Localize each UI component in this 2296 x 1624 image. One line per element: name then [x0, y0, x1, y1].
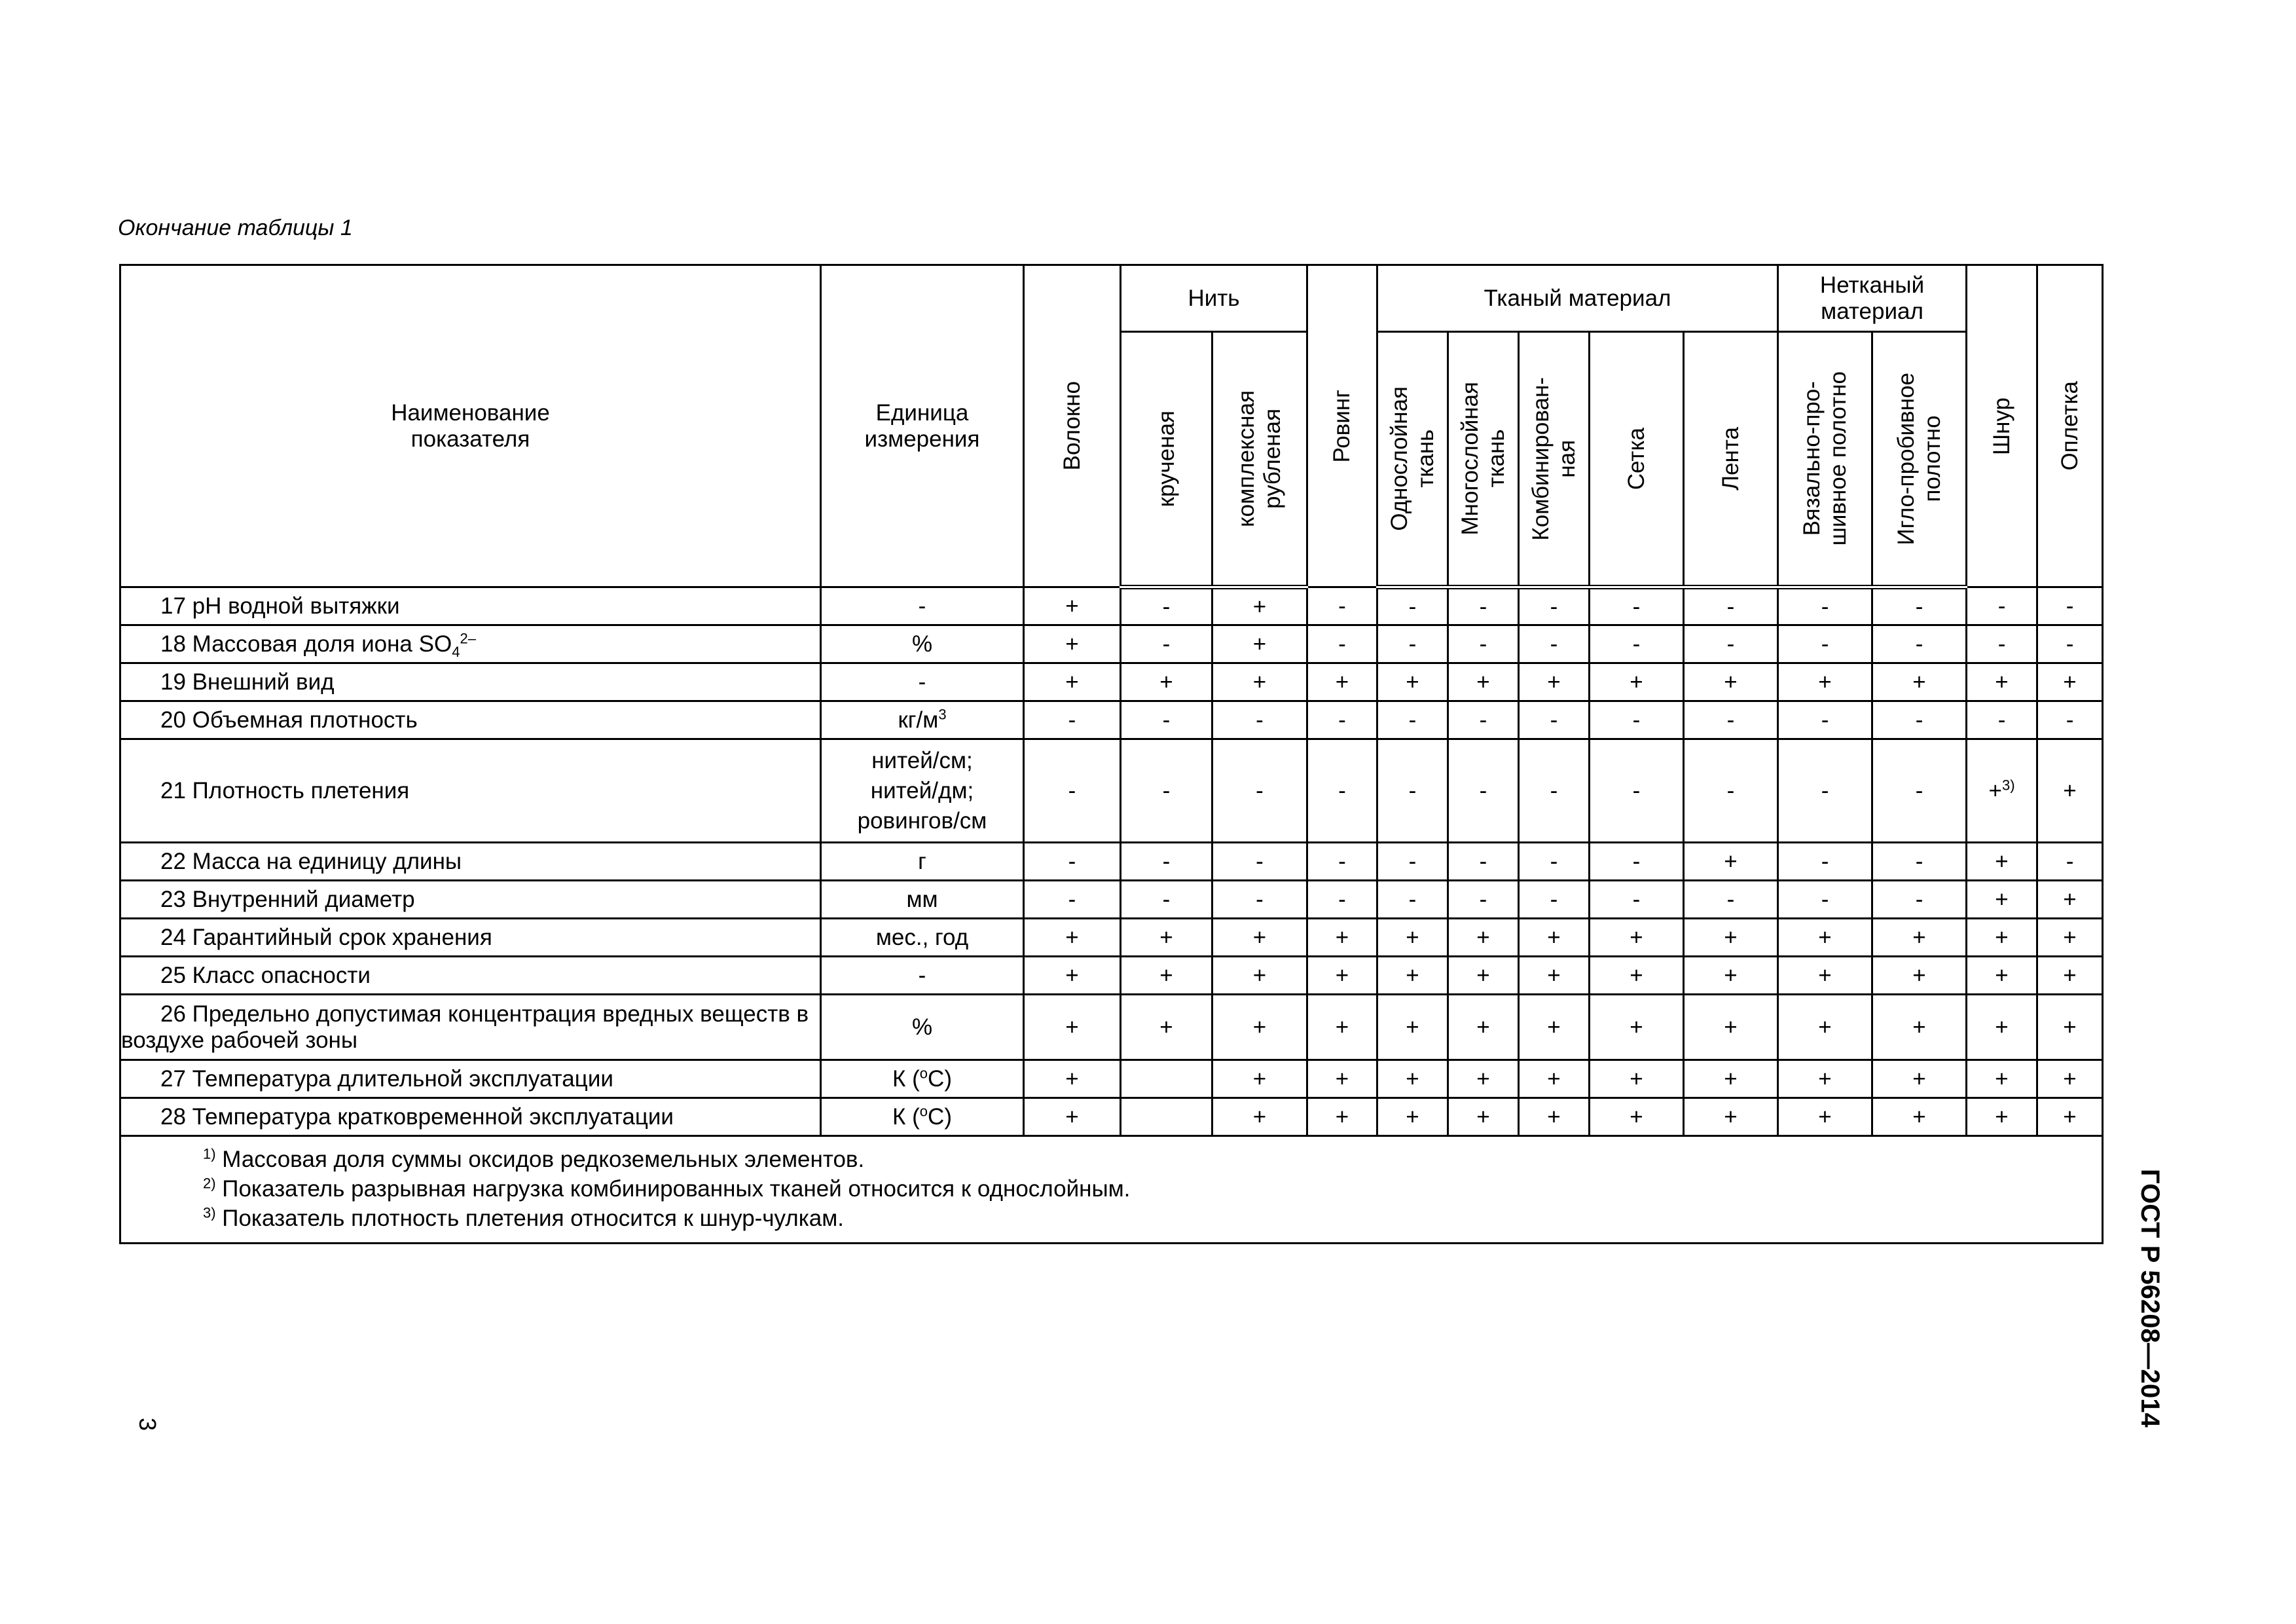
table-caption: Окончание таблицы 1	[118, 215, 353, 240]
applicability-cell: +	[1377, 1060, 1448, 1098]
applicability-cell: -	[1872, 625, 1967, 663]
applicability-cell: +	[1024, 957, 1121, 995]
header-nit-kompleksnaya: комплексная рубленая	[1212, 332, 1307, 587]
applicability-cell: +	[1377, 957, 1448, 995]
applicability-cell: +	[1307, 1098, 1377, 1136]
applicability-cell: +	[1121, 919, 1212, 957]
applicability-cell: +	[1377, 919, 1448, 957]
indicator-unit: мес., год	[821, 919, 1024, 957]
applicability-cell: +	[1307, 995, 1377, 1060]
applicability-cell: +	[1872, 663, 1967, 701]
indicator-name: 21 Плотность плетения	[120, 739, 821, 843]
applicability-cell: -	[1448, 739, 1519, 843]
applicability-cell: +	[1307, 663, 1377, 701]
footnote: $^{2)}$ Показатель разрывная нагрузка комбинированных тканей относится к однослойным.	[203, 1175, 1131, 1202]
indicator-name: 19 Внешний вид	[120, 663, 821, 701]
unit-line: нитей/см;	[871, 747, 973, 773]
applicability-cell: +	[2037, 1098, 2103, 1136]
applicability-cell: +	[1590, 1098, 1684, 1136]
applicability-cell: +	[1121, 663, 1212, 701]
applicability-cell: +	[1590, 995, 1684, 1060]
applicability-cell: -	[1377, 843, 1448, 881]
indicator-unit: -	[821, 587, 1024, 625]
indicator-name: 24 Гарантийный срок хранения	[120, 919, 821, 957]
applicability-cell: -	[1967, 625, 2037, 663]
applicability-cell: +	[1448, 1098, 1519, 1136]
applicability-cell: +	[1212, 1060, 1307, 1098]
applicability-cell: +	[1519, 663, 1590, 701]
applicability-cell: +	[1967, 881, 2037, 919]
table-row	[120, 1098, 2103, 1136]
applicability-cell: -	[1024, 701, 1121, 739]
applicability-cell: -	[1307, 587, 1377, 625]
applicability-cell: +	[1212, 957, 1307, 995]
applicability-cell: -	[1684, 625, 1778, 663]
applicability-cell: -	[1448, 625, 1519, 663]
applicability-cell: +	[1684, 919, 1778, 957]
unit-line: нитей/дм;	[870, 777, 974, 803]
page-number: 3	[134, 1418, 161, 1431]
table-row	[120, 881, 2103, 919]
applicability-cell: +	[1590, 919, 1684, 957]
applicability-cell: -	[1872, 701, 1967, 739]
applicability-cell: -	[1967, 587, 2037, 625]
applicability-cell	[1121, 1098, 1212, 1136]
applicability-cell: -	[1121, 881, 1212, 919]
footnotes	[120, 1136, 2103, 1244]
applicability-cell: -	[1967, 701, 2037, 739]
applicability-cell: +	[1590, 957, 1684, 995]
applicability-cell: -	[2037, 587, 2103, 625]
applicability-cell: -	[1872, 881, 1967, 919]
applicability-cell: +	[2037, 1060, 2103, 1098]
header-tkan-setka: Сетка	[1590, 332, 1684, 587]
applicability-cell: +	[1212, 587, 1307, 625]
indicator-name: 17 pH водной вытяжки	[120, 587, 821, 625]
table-row	[120, 625, 2103, 663]
indicators-table	[119, 264, 2104, 1244]
applicability-cell	[1121, 1060, 1212, 1098]
applicability-cell: -	[1519, 739, 1590, 843]
header-netkan-group: Нетканый материал	[1778, 265, 1967, 332]
applicability-cell: -	[1590, 625, 1684, 663]
indicator-name: 22 Масса на единицу длины	[120, 843, 821, 881]
applicability-cell: -	[1024, 881, 1121, 919]
applicability-cell: +	[1778, 919, 1872, 957]
applicability-cell: -	[1778, 701, 1872, 739]
table-row	[120, 843, 2103, 881]
applicability-cell: -	[1121, 843, 1212, 881]
applicability-cell: +	[2037, 881, 2103, 919]
applicability-cell: +	[1967, 843, 2037, 881]
indicator-name: 23 Внутренний диаметр	[120, 881, 821, 919]
applicability-cell: -	[1307, 881, 1377, 919]
applicability-cell: +	[1212, 663, 1307, 701]
applicability-cell: +	[1967, 1098, 2037, 1136]
applicability-cell: -	[1121, 587, 1212, 625]
applicability-cell: -	[1778, 843, 1872, 881]
applicability-cell: -	[2037, 625, 2103, 663]
standard-designation: ГОСТ Р 56208—2014	[2136, 1169, 2164, 1428]
applicability-cell: -	[1024, 739, 1121, 843]
table-row	[120, 739, 2103, 843]
applicability-cell: +	[1307, 957, 1377, 995]
applicability-cell: -	[1519, 625, 1590, 663]
applicability-cell: -	[1684, 587, 1778, 625]
header-tkan-odnosloynaya: Однослойная ткань	[1377, 332, 1448, 587]
applicability-cell: -	[1377, 701, 1448, 739]
applicability-cell: +	[1121, 995, 1212, 1060]
applicability-cell: +	[1448, 995, 1519, 1060]
applicability-cell: -	[1778, 881, 1872, 919]
applicability-cell: +	[1024, 1060, 1121, 1098]
applicability-cell: +	[1778, 1098, 1872, 1136]
applicability-cell: +	[1778, 1060, 1872, 1098]
indicator-unit: $кг/м^3$	[821, 701, 1024, 739]
applicability-cell: -	[1872, 843, 1967, 881]
applicability-cell: -	[1377, 739, 1448, 843]
indicator-name: 27 Температура длительной эксплуатации	[120, 1060, 821, 1098]
applicability-cell: +	[1967, 995, 2037, 1060]
applicability-cell: +	[1684, 995, 1778, 1060]
applicability-cell: -	[1307, 843, 1377, 881]
header-unit: Единица измерения	[821, 265, 1024, 587]
applicability-cell: +	[1212, 995, 1307, 1060]
applicability-cell: -	[2037, 843, 2103, 881]
applicability-cell: +	[2037, 919, 2103, 957]
indicator-unit: -	[821, 663, 1024, 701]
applicability-cell: -	[1590, 587, 1684, 625]
header-tkan-mnogosloynaya: Многослойная ткань	[1448, 332, 1519, 587]
indicator-name: 20 Объемная плотность	[120, 701, 821, 739]
applicability-cell: +	[1024, 995, 1121, 1060]
table-row	[120, 587, 2103, 625]
applicability-cell: +	[1519, 995, 1590, 1060]
applicability-cell: +	[1684, 1098, 1778, 1136]
applicability-cell: -	[2037, 701, 2103, 739]
applicability-cell: -	[1590, 843, 1684, 881]
header-tkan-lenta: Лента	[1684, 332, 1778, 587]
indicator-name: 25 Класс опасности	[120, 957, 821, 995]
applicability-cell: -	[1590, 701, 1684, 739]
indicator-unit: г	[821, 843, 1024, 881]
applicability-cell: +	[1872, 919, 1967, 957]
applicability-cell: -	[1212, 881, 1307, 919]
applicability-cell: +	[2037, 739, 2103, 843]
applicability-cell: +	[1684, 843, 1778, 881]
applicability-cell: -	[1448, 701, 1519, 739]
table-row	[120, 919, 2103, 957]
table-body	[120, 587, 2103, 1136]
applicability-cell: -	[1778, 739, 1872, 843]
applicability-cell: +	[1684, 1060, 1778, 1098]
header-name: Наименование показателя	[120, 265, 821, 587]
header-netkan-vyazalno: Вязально-про- шивное полотно	[1778, 332, 1872, 587]
applicability-cell: +	[1212, 919, 1307, 957]
header-roving: Ровинг	[1307, 265, 1377, 587]
applicability-cell: -	[1307, 625, 1377, 663]
applicability-cell: +	[1519, 1098, 1590, 1136]
applicability-cell: +	[1519, 957, 1590, 995]
applicability-cell: +	[2037, 995, 2103, 1060]
applicability-cell: -	[1212, 739, 1307, 843]
header-tkan-kombinirovannaya: Комбинирован- ная	[1519, 332, 1590, 587]
table-row	[120, 1060, 2103, 1098]
applicability-cell: +	[1377, 663, 1448, 701]
applicability-cell: +	[1307, 1060, 1377, 1098]
applicability-cell: +	[1778, 995, 1872, 1060]
applicability-cell: -	[1212, 843, 1307, 881]
applicability-cell: +	[1778, 663, 1872, 701]
indicator-unit: -	[821, 957, 1024, 995]
applicability-cell: -	[1121, 625, 1212, 663]
applicability-cell: +	[1448, 919, 1519, 957]
applicability-cell: +	[1778, 957, 1872, 995]
header-tkan-group: Тканый материал	[1377, 265, 1778, 332]
applicability-cell: +	[1377, 1098, 1448, 1136]
applicability-cell: +	[1872, 1060, 1967, 1098]
applicability-cell: +	[1024, 663, 1121, 701]
indicator-unit: %	[821, 995, 1024, 1060]
unit-line: ровингов/см	[857, 807, 987, 834]
header-nit-group: Нить	[1121, 265, 1307, 332]
applicability-cell: -	[1519, 701, 1590, 739]
applicability-cell: -	[1448, 843, 1519, 881]
applicability-cell: +	[1212, 625, 1307, 663]
header-opletka: Оплетка	[2037, 265, 2103, 587]
applicability-cell: +	[1967, 663, 2037, 701]
applicability-cell: -	[1684, 739, 1778, 843]
table-row	[120, 663, 2103, 701]
applicability-cell: -	[1121, 701, 1212, 739]
applicability-cell: +	[1377, 995, 1448, 1060]
applicability-cell: +	[1448, 957, 1519, 995]
indicator-name: 28 Температура кратковременной эксплуатации	[120, 1098, 821, 1136]
applicability-cell: -	[1307, 701, 1377, 739]
applicability-cell: +	[1024, 1098, 1121, 1136]
applicability-cell: +	[1121, 957, 1212, 995]
applicability-cell: -	[1519, 587, 1590, 625]
applicability-cell: -	[1024, 843, 1121, 881]
indicator-unit	[821, 739, 1024, 843]
applicability-cell: +	[1448, 1060, 1519, 1098]
applicability-cell: -	[1519, 843, 1590, 881]
indicator-unit: К ($^о$С)	[821, 1098, 1024, 1136]
applicability-cell: -	[1590, 881, 1684, 919]
applicability-cell: +	[2037, 957, 2103, 995]
indicator-unit: %	[821, 625, 1024, 663]
applicability-cell: -	[1778, 587, 1872, 625]
applicability-cell: +	[1519, 919, 1590, 957]
applicability-cell: -	[1872, 739, 1967, 843]
table-row	[120, 957, 2103, 995]
applicability-cell: -	[1448, 881, 1519, 919]
applicability-cell: -	[1377, 587, 1448, 625]
applicability-cell: -	[1377, 881, 1448, 919]
applicability-cell: -	[1212, 701, 1307, 739]
applicability-cell: -	[1684, 701, 1778, 739]
applicability-cell: +	[1872, 995, 1967, 1060]
applicability-cell: +	[1024, 587, 1121, 625]
applicability-cell: +$^{3)}$	[1967, 739, 2037, 843]
applicability-cell: +	[2037, 663, 2103, 701]
applicability-cell: -	[1307, 739, 1377, 843]
indicator-unit: К ($^о$С)	[821, 1060, 1024, 1098]
applicability-cell: +	[1967, 1060, 2037, 1098]
applicability-cell: +	[1967, 919, 2037, 957]
applicability-cell: +	[1967, 957, 2037, 995]
header-netkan-iglo: Игло-пробивное полотно	[1872, 332, 1967, 587]
footnote: $^{1)}$ Массовая доля суммы оксидов редкоземельных элементов.	[203, 1145, 865, 1172]
applicability-cell: -	[1377, 625, 1448, 663]
applicability-cell: +	[1024, 919, 1121, 957]
applicability-cell: -	[1519, 881, 1590, 919]
applicability-cell: -	[1872, 587, 1967, 625]
indicator-name: 26 Предельно допустимая концентрация вредных веществ в воздухе рабочей зоны	[120, 995, 821, 1060]
applicability-cell: +	[1684, 957, 1778, 995]
table-row	[120, 701, 2103, 739]
applicability-cell: +	[1448, 663, 1519, 701]
applicability-cell: -	[1684, 881, 1778, 919]
applicability-cell: +	[1212, 1098, 1307, 1136]
applicability-cell: +	[1590, 663, 1684, 701]
header-nit-kruchenaya: крученая	[1121, 332, 1212, 587]
applicability-cell: -	[1448, 587, 1519, 625]
footnote: $^{3)}$ Показатель плотность плетения относится к шнур-чулкам.	[203, 1204, 845, 1231]
applicability-cell: +	[1590, 1060, 1684, 1098]
applicability-cell: +	[1519, 1060, 1590, 1098]
applicability-cell: +	[1024, 625, 1121, 663]
header-shnur: Шнур	[1967, 265, 2037, 587]
applicability-cell: -	[1778, 625, 1872, 663]
applicability-cell: +	[1872, 957, 1967, 995]
header-volokno: Волокно	[1024, 265, 1121, 587]
applicability-cell: +	[1684, 663, 1778, 701]
indicator-unit: мм	[821, 881, 1024, 919]
applicability-cell: +	[1307, 919, 1377, 957]
applicability-cell: -	[1121, 739, 1212, 843]
applicability-cell: -	[1590, 739, 1684, 843]
applicability-cell: +	[1872, 1098, 1967, 1136]
table-row	[120, 995, 2103, 1060]
indicator-name: 18 Массовая доля иона $SO_4^{2-}$	[120, 625, 821, 663]
